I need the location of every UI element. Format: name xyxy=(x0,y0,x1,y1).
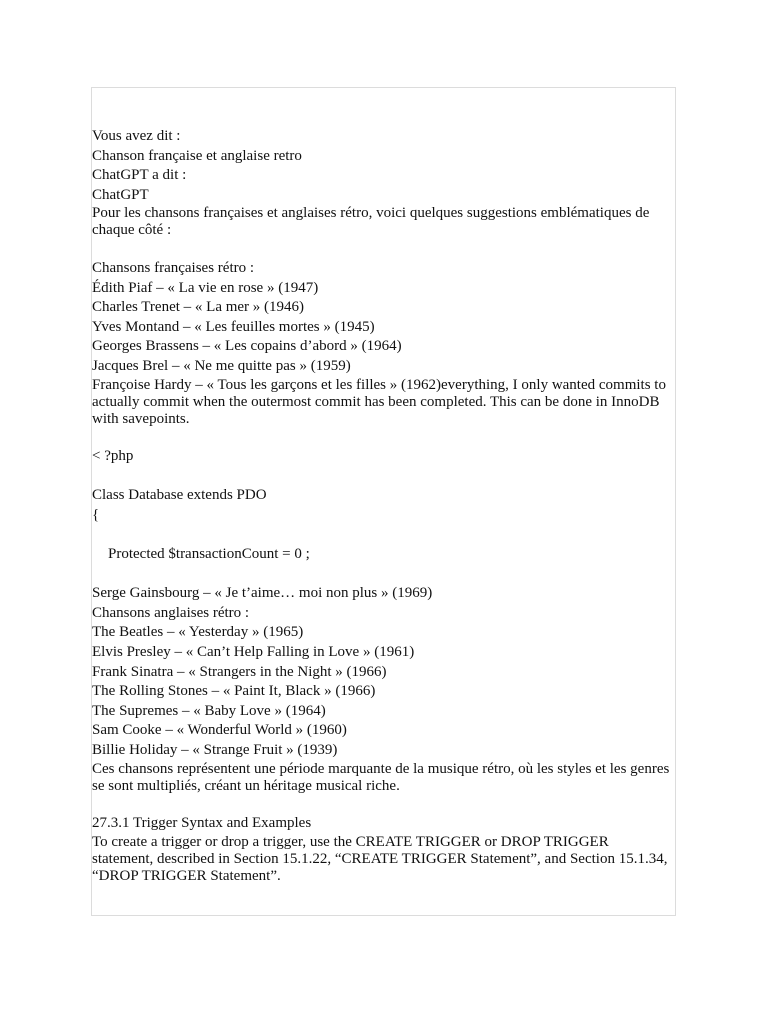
property-declaration: Protected $transactionCount = 0 ; xyxy=(108,546,310,563)
document-body xyxy=(92,127,672,885)
list-item: Billie Holiday – « Strange Fruit » (1939) xyxy=(92,742,338,759)
trigger-paragraph: To create a trigger or drop a trigger, use the CREATE TRIGGER or DROP TRIGGER statement, described in Section 15.1.22, “CREATE TRIGGER Statement”, and Section 15.1.34, “DROP TRIGGER Statement”. xyxy=(92,833,668,884)
french-heading: Chansons françaises rétro : xyxy=(92,259,255,276)
list-item: The Rolling Stones – « Paint It, Black » (1966) xyxy=(92,683,376,700)
php-open-tag: < ?php xyxy=(92,448,134,465)
class-declaration: Class Database extends PDO xyxy=(92,487,267,504)
conclusion-paragraph: Ces chansons représentent une période marquante de la musique rétro, où les styles et les genres se sont multipliés, créant un héritage musical riche. xyxy=(92,760,670,794)
reply-author: ChatGPT xyxy=(92,186,149,203)
spacer xyxy=(92,239,672,259)
list-item: Elvis Presley – « Can’t Help Falling in Love » (1961) xyxy=(92,644,415,661)
list-item: Sam Cooke – « Wonderful World » (1960) xyxy=(92,722,347,739)
spacer xyxy=(92,565,672,585)
spacer xyxy=(92,428,672,448)
section-heading: 27.3.1 Trigger Syntax and Examples xyxy=(92,815,312,832)
spacer xyxy=(92,526,672,546)
open-brace: { xyxy=(92,506,100,523)
list-item: Édith Piaf – « La vie en rose » (1947) xyxy=(92,279,319,296)
mixed-paragraph: Françoise Hardy – « Tous les garçons et les filles » (1962)everything, I only wanted commits to actually commit when the outermost commit has been completed. This can be done in InnoDB with savepoints. xyxy=(92,376,666,427)
list-item: Yves Montand – « Les feuilles mortes » (1945) xyxy=(92,318,375,335)
spacer xyxy=(92,795,672,815)
list-item: Serge Gainsbourg – « Je t’aime… moi non plus » (1969) xyxy=(92,585,433,602)
list-item: Jacques Brel – « Ne me quitte pas » (1959) xyxy=(92,357,351,374)
list-item: The Supremes – « Baby Love » (1964) xyxy=(92,702,326,719)
prompt-label: Vous avez dit : xyxy=(92,128,181,144)
list-item: The Beatles – « Yesterday » (1965) xyxy=(92,624,304,641)
spacer xyxy=(92,467,672,487)
list-item: Charles Trenet – « La mer » (1946) xyxy=(92,299,305,316)
reply-label: ChatGPT a dit : xyxy=(92,167,187,184)
list-item: Georges Brassens – « Les copains d’abord » (1964) xyxy=(92,338,402,355)
prompt-text: Chanson française et anglaise retro xyxy=(92,147,302,164)
list-item: Frank Sinatra – « Strangers in the Night » (1966) xyxy=(92,663,387,680)
english-heading: Chansons anglaises rétro : xyxy=(92,604,250,621)
intro-paragraph: Pour les chansons françaises et anglaises rétro, voici quelques suggestions emblématiques de chaque côté : xyxy=(92,205,650,239)
